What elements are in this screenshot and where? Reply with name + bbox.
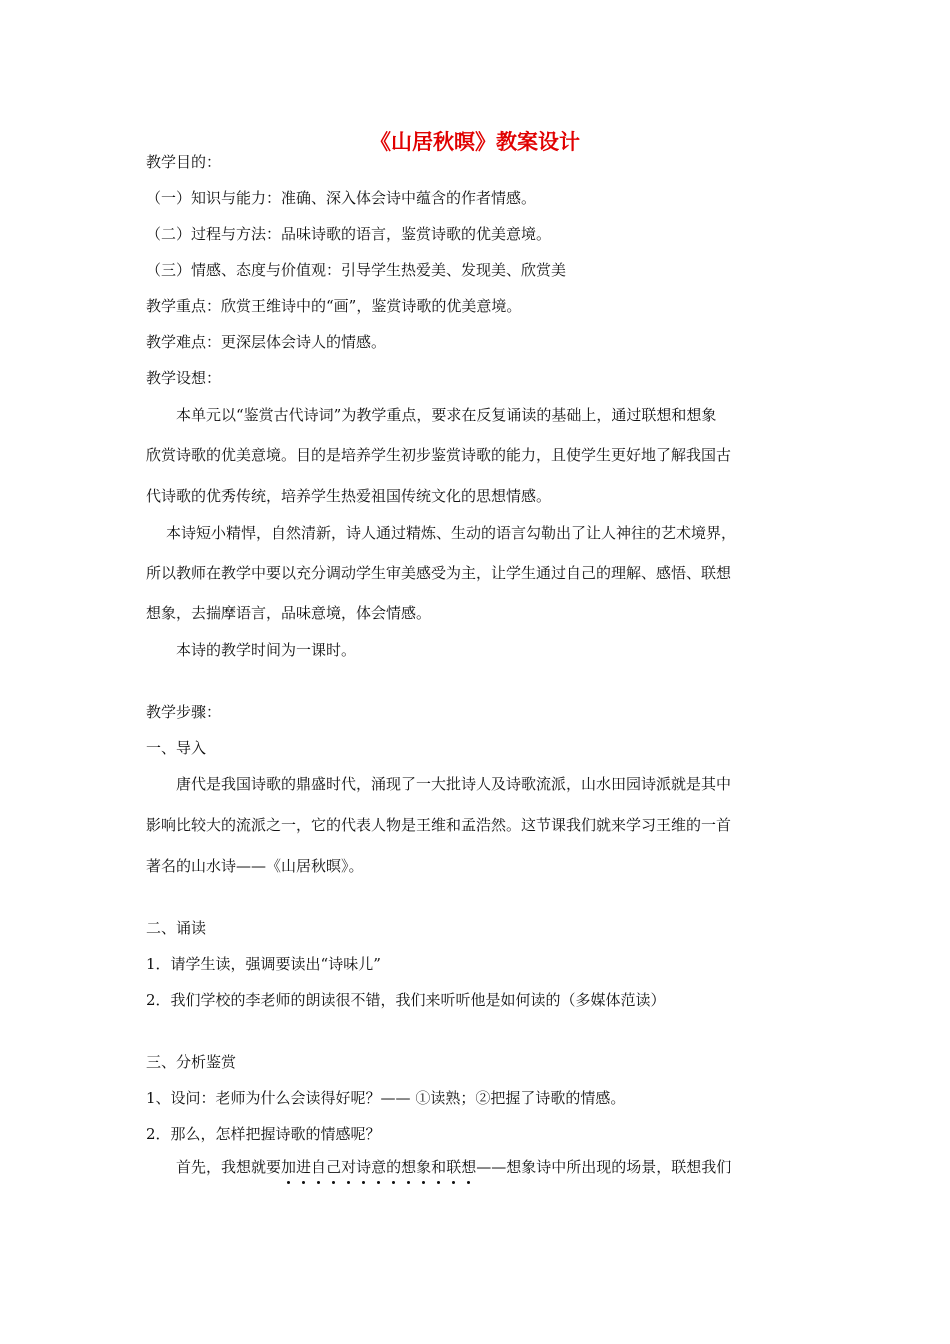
emphasis-char: 想 [461,1158,477,1176]
key-point: 教学重点：欣赏王维诗中的“画”，鉴赏诗歌的优美意境。 [146,297,522,315]
emphasis-char: 对 [341,1158,357,1176]
text-segment: ——想象诗中所出现的场景，联想我们 [476,1158,732,1176]
paragraph-line: 所以教师在教学中要以充分调动学生审美感受为主，让学生通过自己的理解、感悟、联想 [146,564,732,582]
objective-3: （三）情感、态度与价值观：引导学生热爱美、发现美、欣赏美 [146,261,567,279]
section-heading: 三、分析鉴赏 [146,1053,237,1071]
emphasis-char: 加 [281,1158,297,1176]
emphasis-char: 的 [386,1158,402,1176]
list-item: 2．我们学校的李老师的朗读很不错，我们来听听他是如何读的（多媒体范读） [146,991,666,1009]
paragraph-line: 本诗短小精悍，自然清新，诗人通过精炼、生动的语言勾勒出了让人神往的艺术境界， [166,524,737,542]
emphasis-char: 想 [401,1158,417,1176]
concept-heading: 教学设想： [146,369,222,387]
emphasized-text [281,1158,476,1176]
list-item: 1、设问：老师为什么会读得好呢？—— ①读熟；②把握了诗歌的情感。 [146,1089,626,1107]
emphasis-char: 象 [416,1158,432,1176]
steps-heading: 教学步骤： [146,703,222,721]
paragraph-line: 代诗歌的优秀传统，培养学生热爱祖国传统文化的思想情感。 [146,487,552,505]
difficulty: 教学难点：更深层体会诗人的情感。 [146,333,387,351]
document-title: 《山居秋暝》教案设计 [370,130,580,154]
paragraph-line-emphasis [176,1157,731,1177]
emphasis-char: 己 [326,1158,342,1176]
list-item: 1．请学生读，强调要读出“诗味儿” [146,955,381,973]
objectives-heading: 教学目的： [146,153,222,171]
paragraph-line: 本单元以“鉴赏古代诗词”为教学重点，要求在反复诵读的基础上，通过联想和想象 [176,406,717,424]
emphasis-char: 自 [311,1158,327,1176]
emphasis-char: 意 [371,1158,387,1176]
paragraph-line: 影响比较大的流派之一，它的代表人物是王维和孟浩然。这节课我们就来学习王维的一首 [146,816,732,834]
emphasis-char: 诗 [356,1158,372,1176]
emphasis-char: 进 [296,1158,312,1176]
paragraph-line: 唐代是我国诗歌的鼎盛时代，涌现了一大批诗人及诗歌流派，山水田园诗派就是其中 [176,775,732,793]
paragraph-line: 著名的山水诗——《山居秋暝》。 [146,857,364,875]
paragraph-line: 想象，去揣摩语言，品味意境，体会情感。 [146,604,432,622]
paragraph-line: 欣赏诗歌的优美意境。目的是培养学生初步鉴赏诗歌的能力，且使学生更好地了解我国古 [146,446,732,464]
objective-2: （二）过程与方法：品味诗歌的语言，鉴赏诗歌的优美意境。 [146,225,552,243]
section-heading: 一、导入 [146,739,207,757]
text-segment: 首先，我想就要 [176,1158,282,1176]
emphasis-char: 联 [446,1158,462,1176]
paragraph-line: 本诗的教学时间为一课时。 [176,641,357,659]
emphasis-char: 和 [431,1158,447,1176]
list-item: 2．那么，怎样把握诗歌的情感呢？ [146,1125,381,1143]
objective-1: （一）知识与能力：准确、深入体会诗中蕴含的作者情感。 [146,189,537,207]
section-heading: 二、诵读 [146,919,207,937]
